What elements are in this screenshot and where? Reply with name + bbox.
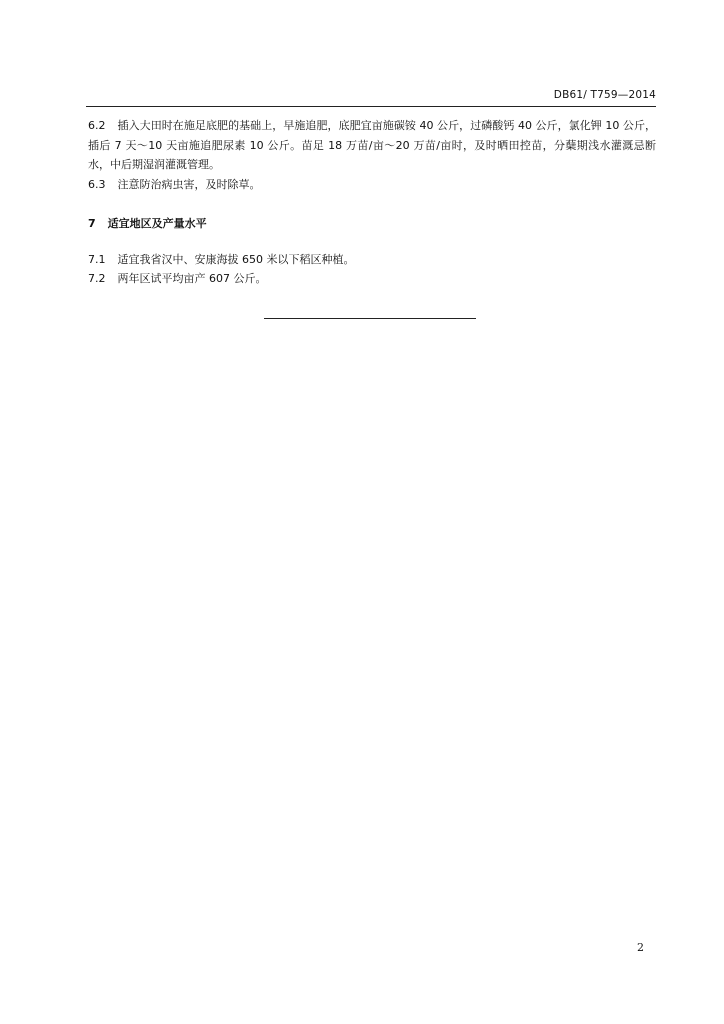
clause-6-3 bbox=[88, 175, 656, 195]
end-of-document-rule bbox=[264, 318, 476, 319]
clause-number: 7.1 bbox=[88, 252, 106, 266]
clause-number: 6.2 bbox=[88, 119, 106, 132]
clause-text: 两年区试平均亩产 607 公斤。 bbox=[117, 272, 267, 285]
section-7-heading bbox=[88, 214, 656, 234]
clause-text: 适宜我省汉中、安康海拔 650 米以下稻区种植。 bbox=[117, 252, 355, 266]
clause-text: 注意防治病虫害，及时除草。 bbox=[117, 177, 261, 191]
clause-text: 插入大田时在施足底肥的基础上，早施追肥，底肥宜亩施碳铵 40 公斤，过磷酸钙 40 公斤，氯化钾 10 公斤，插后 7 天～10 天亩施追肥尿素 10 公斤。苗足 18 万苗/亩～20 万苗/亩时，及时晒田控苗，分蘖期浅水灌溉忌断水，中后期湿润灌溉管理。 bbox=[88, 119, 656, 171]
section-number: 7 bbox=[88, 217, 96, 230]
page-number: 2 bbox=[637, 941, 644, 954]
clause-number: 7.2 bbox=[88, 272, 106, 285]
section-title: 适宜地区及产量水平 bbox=[107, 217, 207, 230]
document-body bbox=[88, 116, 656, 289]
clause-number: 6.3 bbox=[88, 177, 106, 191]
clause-7-2 bbox=[88, 269, 656, 289]
clause-6-2 bbox=[88, 116, 656, 175]
header-rule bbox=[86, 106, 656, 107]
clause-7-1 bbox=[88, 250, 656, 270]
standard-code: DB61/ T759—2014 bbox=[553, 89, 656, 101]
